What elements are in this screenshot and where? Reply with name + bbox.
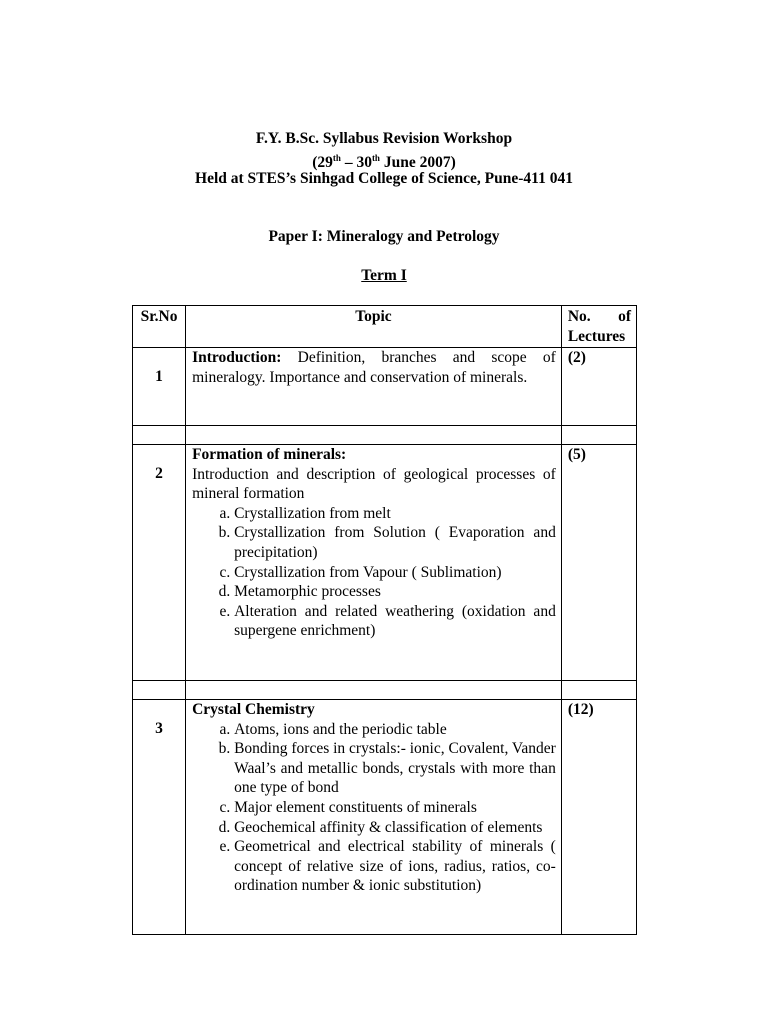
row-lectures: (12) xyxy=(561,700,636,935)
header-line-1: F.Y. B.Sc. Syllabus Revision Workshop xyxy=(255,130,513,147)
list-item: d. Geochemical affinity & classification of elements xyxy=(234,818,556,838)
table-header-row xyxy=(133,306,637,348)
row-topic xyxy=(186,348,562,426)
row-lectures: (2) xyxy=(561,348,636,426)
row-title: Formation of minerals: xyxy=(192,446,347,463)
list-item: a. Atoms, ions and the periodic table xyxy=(234,720,556,740)
list-item: e. Alteration and related weathering (oxidation and supergene enrichment) xyxy=(234,602,556,641)
topic-list xyxy=(192,720,556,896)
row-lectures: (5) xyxy=(561,445,636,681)
row-title: Crystal Chemistry xyxy=(192,701,315,718)
table-row xyxy=(133,700,637,935)
header-sr-no: Sr.No xyxy=(133,306,186,348)
term-title xyxy=(0,266,768,286)
list-item: b. Crystallization from Solution ( Evaporation and precipitation) xyxy=(234,523,556,562)
spacer-row xyxy=(133,681,637,700)
syllabus-table xyxy=(132,305,637,935)
row-sr: 3 xyxy=(133,700,186,935)
row-title: Introduction: xyxy=(192,349,282,366)
row-text: Definition, branches and scope of mineralogy. Importance and conservation of minerals. xyxy=(192,349,556,386)
topic-list xyxy=(192,504,556,641)
row-topic xyxy=(186,445,562,681)
header-lec-of: of xyxy=(618,308,631,325)
header-line-3: Held at STES’s Sinhgad College of Science, Pune-411 041 xyxy=(195,170,573,187)
dates-sup-1: th xyxy=(332,153,341,163)
dates-sup-2: th xyxy=(371,153,380,163)
dates-mid: – 30 xyxy=(340,154,372,172)
workshop-title xyxy=(0,129,768,149)
list-item: c. Crystallization from Vapour ( Sublimation) xyxy=(234,563,556,583)
row-topic xyxy=(186,700,562,935)
workshop-venue xyxy=(0,169,768,189)
spacer-row xyxy=(133,426,637,445)
list-item: b. Bonding forces in crystals:- ionic, Covalent, Vander Waal’s and metallic bonds, crystals with more than one type of bond xyxy=(234,739,556,798)
header-lectures xyxy=(561,306,636,348)
row-sr: 2 xyxy=(133,445,186,681)
term-title-text: Term I xyxy=(361,267,407,284)
table-row xyxy=(133,348,637,426)
header-topic: Topic xyxy=(186,306,562,348)
paper-title: Paper I: Mineralogy and Petrology xyxy=(268,228,500,245)
dates-close: June 2007) xyxy=(379,154,456,172)
list-item: d. Metamorphic processes xyxy=(234,582,556,602)
list-item: a. Crystallization from melt xyxy=(234,504,556,524)
row-sr: 1 xyxy=(133,348,186,426)
list-item: e. Geometrical and electrical stability of minerals ( concept of relative size of ions, radius, ratios, co-ordination number & ionic substitution) xyxy=(234,837,556,896)
list-item: c. Major element constituents of minerals xyxy=(234,798,556,818)
header-lec-lectures: Lectures xyxy=(567,327,626,345)
table-row xyxy=(133,445,637,681)
header-lec-no: No. xyxy=(567,308,591,325)
row-intro: Introduction and description of geological processes of mineral formation xyxy=(192,465,556,503)
dates-open: (29 xyxy=(312,154,333,172)
